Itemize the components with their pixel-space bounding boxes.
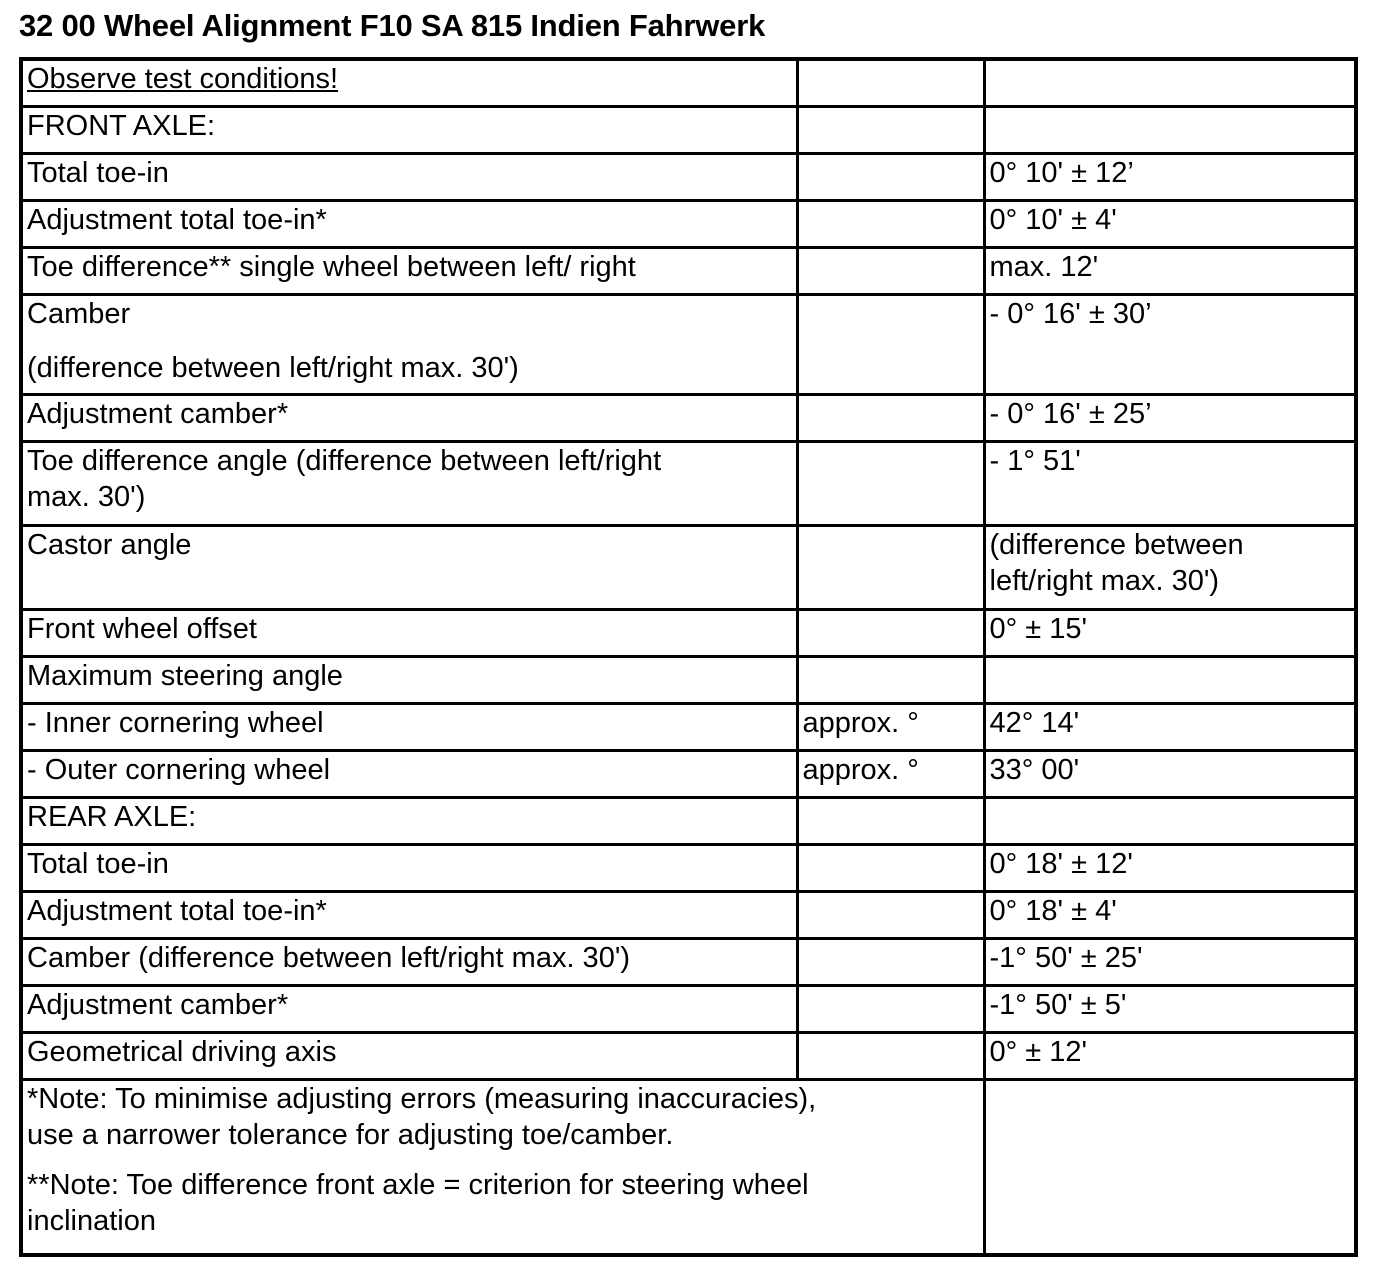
row-value: 42° 14' bbox=[984, 703, 1356, 750]
row-value bbox=[984, 525, 1356, 609]
table-row bbox=[21, 247, 1356, 294]
row-unit bbox=[797, 200, 984, 247]
table-row bbox=[21, 609, 1356, 656]
row-unit bbox=[797, 938, 984, 985]
row-unit bbox=[797, 247, 984, 294]
row-value: -1° 50' ± 25' bbox=[984, 938, 1356, 985]
row-unit bbox=[797, 394, 984, 441]
row-unit bbox=[797, 294, 984, 394]
castor-value-line1: (difference between bbox=[989, 528, 1244, 561]
row-unit bbox=[797, 59, 984, 106]
row-label bbox=[21, 441, 797, 525]
row-label bbox=[21, 294, 797, 394]
castor-value-line2: left/right max. 30') bbox=[989, 564, 1220, 597]
row-value: -1° 50' ± 5' bbox=[984, 985, 1356, 1032]
row-label: Adjustment total toe-in* bbox=[21, 200, 797, 247]
row-label: Front wheel offset bbox=[21, 609, 797, 656]
section-heading-rear-axle: REAR AXLE: bbox=[21, 797, 797, 844]
row-unit bbox=[797, 525, 984, 609]
test-conditions-note: Observe test conditions! bbox=[27, 63, 339, 95]
row-unit bbox=[797, 891, 984, 938]
note-1-line-1: *Note: To minimise adjusting errors (measuring inaccuracies), bbox=[27, 1082, 817, 1115]
row-value: 33° 00' bbox=[984, 750, 1356, 797]
row-value bbox=[984, 106, 1356, 153]
table-row bbox=[21, 1032, 1356, 1079]
notes-spacer bbox=[27, 1153, 979, 1167]
row-label: Total toe-in bbox=[21, 844, 797, 891]
table-row bbox=[21, 59, 1356, 106]
row-value: - 0° 16' ± 30’ bbox=[984, 294, 1356, 394]
row-label: Geometrical driving axis bbox=[21, 1032, 797, 1079]
row-value bbox=[984, 656, 1356, 703]
row-value: max. 12' bbox=[984, 247, 1356, 294]
table-row bbox=[21, 938, 1356, 985]
row-value: 0° ± 15' bbox=[984, 609, 1356, 656]
row-label: - Inner cornering wheel bbox=[21, 703, 797, 750]
notes-row bbox=[21, 1079, 1356, 1255]
row-unit bbox=[797, 985, 984, 1032]
note-1-line-2: use a narrower tolerance for adjusting toe/camber. bbox=[27, 1118, 674, 1151]
row-label bbox=[21, 59, 797, 106]
row-label: Toe difference** single wheel between left/ right bbox=[21, 247, 797, 294]
row-unit bbox=[797, 106, 984, 153]
row-value: - 1° 51' bbox=[984, 441, 1356, 525]
row-label: Adjustment camber* bbox=[21, 985, 797, 1032]
row-value: 0° ± 12' bbox=[984, 1032, 1356, 1079]
wheel-alignment-table bbox=[19, 57, 1358, 1257]
document-title: 32 00 Wheel Alignment F10 SA 815 Indien Fahrwerk bbox=[19, 8, 766, 43]
table-row bbox=[21, 106, 1356, 153]
row-value: 0° 10' ± 12’ bbox=[984, 153, 1356, 200]
row-unit bbox=[797, 844, 984, 891]
row-unit bbox=[797, 797, 984, 844]
row-label: - Outer cornering wheel bbox=[21, 750, 797, 797]
row-unit bbox=[797, 153, 984, 200]
row-value: - 0° 16' ± 25’ bbox=[984, 394, 1356, 441]
toe-difference-angle-label: Toe difference angle (difference between left/right bbox=[27, 444, 662, 477]
row-label: Total toe-in bbox=[21, 153, 797, 200]
table-row bbox=[21, 703, 1356, 750]
notes-empty-cell bbox=[984, 1079, 1356, 1255]
row-label: Camber (difference between left/right max. 30') bbox=[21, 938, 797, 985]
row-label: Adjustment total toe-in* bbox=[21, 891, 797, 938]
table-row bbox=[21, 441, 1356, 525]
note-2-line-1: **Note: Toe difference front axle = criterion for steering wheel bbox=[27, 1168, 809, 1201]
camber-sublabel: (difference between left/right max. 30') bbox=[27, 351, 519, 384]
table-row bbox=[21, 750, 1356, 797]
row-unit bbox=[797, 1032, 984, 1079]
row-value bbox=[984, 797, 1356, 844]
row-label: Adjustment camber* bbox=[21, 394, 797, 441]
row-unit: approx. ° bbox=[797, 750, 984, 797]
table-row bbox=[21, 294, 1356, 394]
row-label: Castor angle bbox=[21, 525, 797, 609]
table-row bbox=[21, 200, 1356, 247]
camber-label: Camber bbox=[27, 297, 131, 330]
table-row bbox=[21, 394, 1356, 441]
row-value: 0° 18' ± 12' bbox=[984, 844, 1356, 891]
section-heading-front-axle: FRONT AXLE: bbox=[21, 106, 797, 153]
row-unit bbox=[797, 656, 984, 703]
row-unit bbox=[797, 609, 984, 656]
row-value: 0° 10' ± 4' bbox=[984, 200, 1356, 247]
table-row bbox=[21, 844, 1356, 891]
row-label: Maximum steering angle bbox=[21, 656, 797, 703]
row-unit: approx. ° bbox=[797, 703, 984, 750]
row-value bbox=[984, 59, 1356, 106]
notes-cell bbox=[21, 1079, 984, 1255]
toe-difference-angle-label-line2: max. 30') bbox=[27, 480, 146, 513]
table-row bbox=[21, 891, 1356, 938]
table-row bbox=[21, 656, 1356, 703]
row-value: 0° 18' ± 4' bbox=[984, 891, 1356, 938]
table-row bbox=[21, 525, 1356, 609]
row-unit bbox=[797, 441, 984, 525]
table-row bbox=[21, 797, 1356, 844]
note-2-line-2: inclination bbox=[27, 1204, 156, 1237]
table-row bbox=[21, 153, 1356, 200]
table-row bbox=[21, 985, 1356, 1032]
